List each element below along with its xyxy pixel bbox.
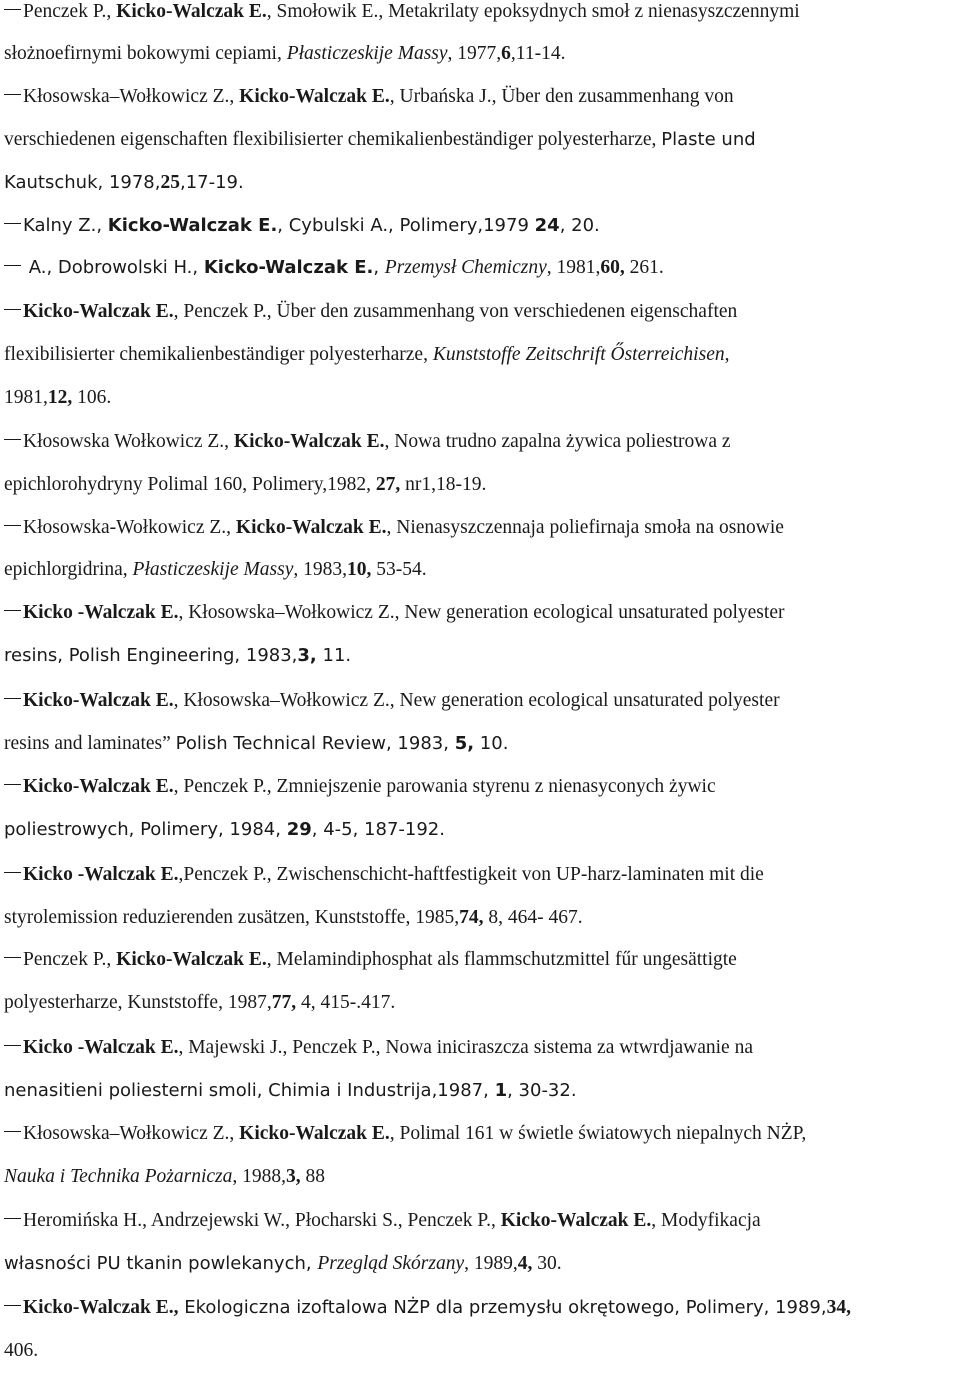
reference-line [4, 128, 960, 152]
reference-line [4, 818, 960, 842]
reference-text: epichlorgidrina, [4, 559, 133, 580]
reference-text: , Majewski J., Penczek P., Nowa iniciraszcza sistema za wtwrdjawanie na [178, 1037, 753, 1058]
reference-text: Kautschuk, 1978, [4, 172, 161, 193]
reference-text: , 1977, [447, 43, 502, 64]
reference-text: resins and laminates” [4, 733, 176, 754]
reference-text: 88 [300, 1166, 326, 1187]
author-highlight: Kicko-Walczak E. [235, 517, 387, 538]
reference-text: 106. [72, 387, 112, 408]
reference-line [4, 256, 960, 280]
dash-bullet-icon [4, 9, 21, 10]
reference-line [4, 906, 960, 930]
reference-text: nenasitieni poliesterni smoli, Chimia i Industrija,1987, [4, 1080, 495, 1101]
author-highlight: Kicko -Walczak E. [23, 1037, 179, 1058]
author-highlight: 74, [459, 907, 484, 928]
author-highlight: 77, [271, 992, 297, 1013]
author-highlight: 3, [297, 645, 317, 666]
reference-text: nr1,18-19. [400, 474, 487, 495]
reference-line [4, 948, 960, 972]
reference-text: 4, 415-.417. [296, 992, 396, 1013]
reference-line [4, 430, 960, 454]
reference-line [4, 1296, 960, 1320]
reference-line [4, 1165, 960, 1189]
author-highlight: 60, [600, 257, 625, 278]
author-highlight: 1 [494, 1080, 508, 1101]
reference-text: , Nienasyszczennaja poliefirnaja smoła na osnowie [386, 517, 784, 538]
dash-bullet-icon [4, 1218, 21, 1219]
dash-bullet-icon [4, 1305, 21, 1306]
reference-line [4, 775, 960, 799]
author-highlight: Kicko-Walczak E. [233, 431, 385, 452]
journal-title: Płasticzeskije Massy [286, 43, 448, 64]
reference-text: ,17-19. [179, 172, 244, 193]
journal-title: Przemysł Chemiczny [384, 257, 547, 278]
reference-text: Ekologiczna izoftalowa NŻP dla przemysłu okrętowego, Polimery, 1989, [178, 1297, 827, 1318]
dash-bullet-icon [4, 94, 21, 95]
reference-text: , Penczek P., Zmniejszenie parowania styrenu z nienasyconych żywic [173, 776, 716, 797]
author-highlight: Kicko-Walczak E. [23, 690, 174, 711]
reference-text: Polish Technical Review, 1983, [175, 733, 455, 754]
reference-text: , Melamindiphosphat als flammschutzmittel fűr ungesättigte [266, 949, 737, 970]
author-highlight: 4, [517, 1253, 533, 1274]
reference-text: verschiedenen eigenschaften flexibilisierter chemikalienbeständiger polyesterharze, [4, 129, 662, 150]
reference-text: 53-54. [371, 559, 427, 580]
reference-line [4, 85, 960, 109]
reference-text: 8, 464- 467. [483, 907, 583, 928]
author-highlight: Kicko-Walczak E. [23, 301, 174, 322]
reference-line [4, 1122, 960, 1146]
journal-title: Płasticzeskije Massy [132, 559, 294, 580]
reference-text: , 30-32. [507, 1080, 577, 1101]
reference-text: , Polimal 161 w świetle światowych niepalnych NŻP, [389, 1123, 807, 1144]
reference-text: Kłosowska Wołkowicz Z., [23, 431, 234, 452]
reference-text: 10. [474, 733, 509, 754]
author-highlight: 3, [286, 1166, 301, 1187]
reference-text: epichlorohydryny Polimal 160, Polimery,1982, [4, 474, 376, 495]
reference-line [4, 1209, 960, 1233]
reference-text: poliestrowych, Polimery, 1984, [4, 819, 287, 840]
reference-text: , 1983, [293, 559, 347, 580]
reference-text: , Urbańska J., Über den zusammenhang von [389, 86, 734, 107]
dash-bullet-icon [4, 439, 21, 440]
reference-text: , 4-5, 187-192. [311, 819, 445, 840]
dash-bullet-icon [4, 525, 21, 526]
dash-bullet-icon [4, 1131, 21, 1132]
reference-line [4, 601, 960, 625]
author-highlight: 25 [160, 172, 180, 193]
author-highlight: 27, [375, 474, 401, 495]
author-highlight: Kicko-Walczak E. [116, 949, 267, 970]
reference-line [4, 1339, 960, 1363]
author-highlight: Kicko-Walczak E. [116, 1, 267, 22]
reference-text: A., Dobrowolski H., [23, 257, 204, 278]
dash-bullet-icon [4, 784, 21, 785]
reference-text: Kłosowska-Wołkowicz Z., [23, 517, 236, 538]
reference-line [4, 558, 960, 582]
author-highlight: Kicko -Walczak E. [23, 864, 179, 885]
reference-line [4, 300, 960, 324]
author-highlight: 24 [534, 215, 560, 236]
reference-text: 1981, [4, 387, 48, 408]
reference-text: Penczek P., [23, 1, 117, 22]
reference-text: , 1988, [232, 1166, 287, 1187]
reference-text: , 20. [559, 215, 600, 236]
author-highlight: Kicko-Walczak E. [107, 215, 278, 236]
author-highlight: Kicko-Walczak E. [239, 1123, 390, 1144]
reference-text: polyesterharze, Kunststoffe, 1987, [4, 992, 272, 1013]
dash-bullet-icon [4, 309, 21, 310]
reference-line [4, 644, 960, 668]
reference-text: Kalny Z., [23, 215, 108, 236]
author-highlight: Kicko-Walczak E., [23, 1297, 179, 1318]
reference-line [4, 991, 960, 1015]
reference-line [4, 343, 960, 367]
reference-line [4, 516, 960, 540]
reference-text: , Nowa trudno zapalna żywica poliestrowa z [384, 431, 731, 452]
author-highlight: 6 [501, 43, 511, 64]
reference-text: , Über den zusammenhang von verschiedenen eigenschaften [266, 301, 738, 322]
reference-text: , Modyfikacja [651, 1210, 761, 1231]
reference-text: , Smołowik E., Metakrilaty epoksydnych smoł z nienasyszczennymi [266, 1, 800, 22]
reference-line [4, 214, 960, 238]
reference-text: ,Penczek P., Zwischenschicht-haftfestigkeit von UP-harz-laminaten mit die [178, 864, 764, 885]
journal-title: Kunststoffe Zeitschrift Ősterreichisen [432, 344, 725, 365]
author-highlight: 29 [286, 819, 312, 840]
reference-line [4, 386, 960, 410]
author-highlight: Kicko -Walczak E. [23, 602, 179, 623]
dash-bullet-icon [4, 1045, 21, 1046]
reference-text: własności PU tkanin powlekanych, [4, 1253, 318, 1274]
dash-bullet-icon [4, 872, 21, 873]
reference-line [4, 42, 960, 66]
reference-text: 406. [4, 1340, 39, 1361]
author-highlight: 12, [47, 387, 73, 408]
reference-text: , Kłosowska–Wołkowicz Z., New generation ecological unsaturated polyester [178, 602, 785, 623]
dash-bullet-icon [4, 265, 21, 266]
author-highlight: 5, [454, 733, 475, 754]
reference-text: , [724, 344, 730, 365]
reference-text: Heromińska H., Andrzejewski W., Płocharski S., Penczek P., [23, 1210, 501, 1231]
reference-text: 11. [316, 645, 352, 666]
reference-text: 30. [532, 1253, 562, 1274]
reference-line [4, 171, 960, 195]
author-highlight: Kicko-Walczak E. [203, 257, 374, 278]
reference-text: 261. [624, 257, 664, 278]
reference-line [4, 689, 960, 713]
reference-text: , Cybulski A., Polimery,1979 [277, 215, 535, 236]
author-highlight: Kicko-Walczak E. [500, 1210, 652, 1231]
dash-bullet-icon [4, 698, 21, 699]
reference-text: Kłosowska–Wołkowicz Z., [23, 86, 240, 107]
author-highlight: Kicko-Walczak E. [23, 776, 174, 797]
reference-text: , Kłosowska–Wołkowicz Z., New generation ecological unsaturated polyester [173, 690, 780, 711]
author-highlight: Kicko-Walczak E. [239, 86, 390, 107]
reference-text: flexibilisierter chemikalienbeständiger polyesterharze, [4, 344, 433, 365]
reference-text: , [373, 257, 385, 278]
reference-line [4, 1252, 960, 1276]
reference-text: styrolemission reduzierenden zusätzen, Kunststoffe, 1985, [4, 907, 460, 928]
reference-text: słożnoefirnymi bokowymi cepiami, [4, 43, 287, 64]
reference-line [4, 1036, 960, 1060]
reference-line [4, 0, 960, 24]
journal-title: Nauka i Technika Pożarnicza [4, 1166, 233, 1187]
reference-text: Penczek P., [23, 949, 117, 970]
reference-text: resins, Polish Engineering, 1983, [4, 645, 298, 666]
reference-line [4, 732, 960, 756]
reference-line [4, 863, 960, 887]
reference-text: ,11-14. [510, 43, 566, 64]
journal-title: Przegląd Skórzany [317, 1253, 465, 1274]
reference-text: Plaste und [661, 129, 756, 150]
dash-bullet-icon [4, 957, 21, 958]
author-highlight: 34, [826, 1297, 851, 1318]
dash-bullet-icon [4, 223, 21, 224]
author-highlight: 10, [347, 559, 372, 580]
reference-line [4, 473, 960, 497]
reference-text: , 1989, [464, 1253, 518, 1274]
reference-text: , 1981, [546, 257, 601, 278]
reference-line [4, 1079, 960, 1103]
dash-bullet-icon [4, 610, 21, 611]
reference-text: , Penczek P. [173, 301, 267, 322]
reference-text: Kłosowska–Wołkowicz Z., [23, 1123, 240, 1144]
